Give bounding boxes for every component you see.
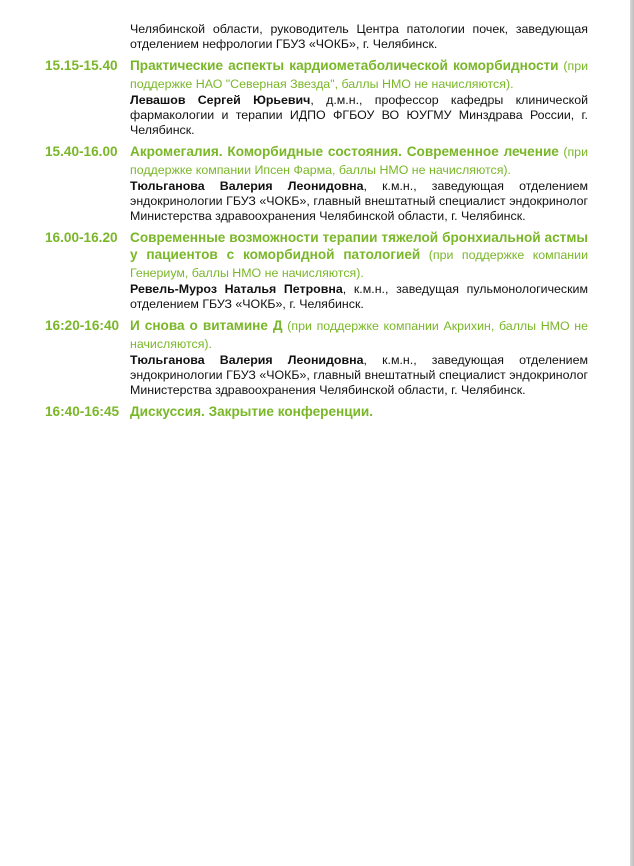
item-time: 15.40-16.00 [45,144,118,159]
program-item [0,317,634,398]
item-title: Современные возможности терапии тяжелой бронхиальной астмы у пациентов с коморбидной патологией [130,230,588,262]
speaker-info: , к.м.н., заведующая отделением эндокринологии ГБУЗ «ЧОКБ», главный внештатный специалист эндокринолог Министерства здравоохранения Челябинской области, г. Челябинск. [130,179,588,223]
item-time: 15.15-15.40 [45,58,118,73]
item-note: (при поддержке компании Ипсен Фарма, баллы НМО не начисляются). [130,145,588,177]
item-note: (при поддержке НАО "Северная Звезда", баллы НМО не начисляются). [130,59,589,91]
item-title: Акромегалия. Коморбидные состояния. Современное лечение [130,144,559,159]
item-speaker [130,179,588,224]
speaker-info: , д.м.н., профессор кафедры клинической фармакологии и терапии ИДПО ФГБОУ ВО ЮУГМУ Минздрава России, г. Челябинск. [130,93,589,137]
item-title: Практические аспекты кардиометаболической коморбидности [130,58,559,73]
item-title-line [130,317,588,353]
item-title-line [130,229,588,282]
item-body [130,143,588,224]
speaker-name: Левашов Сергей Юрьевич [130,93,311,107]
item-note: (при поддержке компании Генериум, баллы НМО не начисляются). [130,248,588,280]
speaker-info: , к.м.н., заведущая пульмонологическим отделением ГБУЗ «ЧОКБ», г. Челябинск. [130,282,588,311]
item-title-line [130,143,588,179]
program-item [0,143,634,224]
speaker-name: Тюльганова Валерия Леонидовна [130,179,364,193]
item-time: 16:40-16:45 [45,404,120,419]
item-title: И снова о витамине Д [130,318,283,333]
speaker-name: Тюльганова Валерия Леонидовна [130,353,364,367]
item-body [130,317,588,398]
item-speaker [130,282,588,312]
item-speaker [130,353,588,398]
item-time: 16:20-16:40 [45,318,120,333]
item-time: 16.00-16.20 [45,230,118,245]
item-title-line [130,403,588,421]
item-body [130,57,588,138]
item-speaker [130,93,588,138]
item-body [130,229,588,312]
item-title: Дискуссия. Закрытие конференции. [130,404,374,419]
program-item [0,229,634,312]
speaker-name: Ревель-Муроз Наталья Петровна [130,282,343,296]
program-item [0,57,634,138]
item-body [130,403,588,421]
item-note: (при поддержке компании Акрихин, баллы НМО не начисляются). [130,319,588,351]
intro-text: Челябинской области, руководитель Центра патологии почек, заведующая отделением нефрологии ГБУЗ «ЧОКБ», г. Челябинск. [130,22,588,51]
speaker-info: , к.м.н., заведующая отделением эндокринологии ГБУЗ «ЧОКБ», главный внештатный специалист эндокринолог Министерства здравоохранения Челябинской области, г. Челябинск. [130,353,588,397]
item-title-line [130,57,588,93]
program-item [0,403,634,421]
program-content [0,22,634,421]
